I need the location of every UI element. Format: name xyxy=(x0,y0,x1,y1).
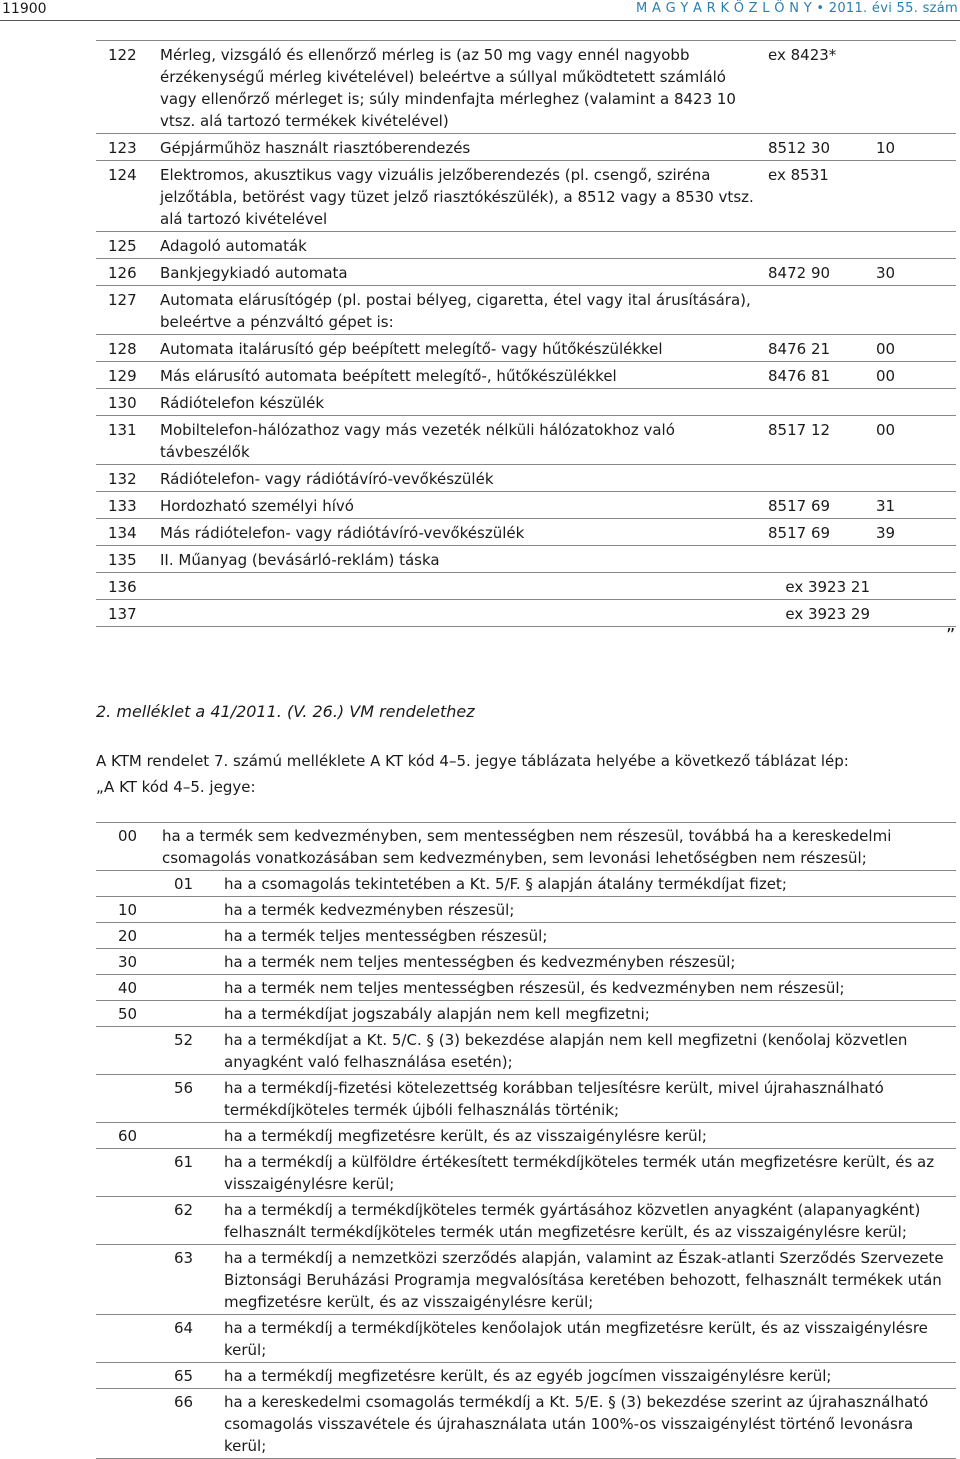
row-kt-code xyxy=(876,286,956,335)
kt-code-description: ha a csomagolás tekintetében a Kt. 5/F. § alapján átalány termékdíjat fizet; xyxy=(224,875,787,893)
row-number: 124 xyxy=(108,166,137,184)
kt-code-table xyxy=(96,822,956,1459)
kt-subcode: 52 xyxy=(174,1031,194,1049)
kt-code: 00 xyxy=(118,827,138,845)
intro-line-1: A KTM rendelet 7. számú melléklete A KT kód 4–5. jegye táblázata helyébe a következő táblázat lép: xyxy=(96,752,849,770)
table-row xyxy=(96,573,956,600)
kt-code-description: ha a kereskedelmi csomagolás termékdíj a Kt. 5/E. § (3) bekezdése szerint az újrahasználható csomagolás visszavétele és újrahasználata után 100%-os visszaigénylést történő levonásra kerül; xyxy=(224,1393,929,1455)
row-kt-code xyxy=(876,161,956,232)
table-row xyxy=(96,362,956,389)
row-description: Hordozható személyi hívó xyxy=(160,497,354,515)
kt-code: 10 xyxy=(118,901,138,919)
table-row xyxy=(96,286,956,335)
table-row xyxy=(96,600,956,627)
table-row xyxy=(96,1149,956,1197)
row-description: Rádiótelefon készülék xyxy=(160,394,325,412)
kt-code-description: ha a termékdíj a termékdíjköteles kenőolajok után megfizetésre került, és az visszaigénylésre kerül; xyxy=(224,1319,928,1359)
row-description xyxy=(152,573,764,600)
kt-subcode: 01 xyxy=(174,875,194,893)
annex-title: 2. melléklet a 41/2011. (V. 26.) VM rendelethez xyxy=(96,702,475,721)
kt-code: 60 xyxy=(118,1127,138,1145)
row-number: 135 xyxy=(108,551,137,569)
kt-code xyxy=(96,1149,156,1197)
row-kt-code xyxy=(876,546,956,573)
row-vtsz-code xyxy=(764,232,876,259)
kt-code xyxy=(96,1363,156,1389)
table-row xyxy=(96,923,956,949)
table-row xyxy=(96,1363,956,1389)
kt-code: 50 xyxy=(118,1005,138,1023)
table-row xyxy=(96,1075,956,1123)
table-row xyxy=(96,1315,956,1363)
row-number: 128 xyxy=(108,340,137,358)
kt-code: 40 xyxy=(118,979,138,997)
table-row xyxy=(96,1245,956,1315)
kt-code-description: ha a termékdíj a nemzetközi szerződés alapján, valamint az Észak-atlanti Szerződés Szervezete Biztonsági Beruházási Programja megvalósítása keretében behozott, felhasznált termékek után megfizetésre került, és az visszaigénylésre kerül; xyxy=(224,1249,944,1311)
row-kt-code: 00 xyxy=(876,340,896,358)
row-description: Mobiltelefon-hálózathoz vagy más vezeték nélküli hálózatokhoz való távbeszélők xyxy=(160,421,675,461)
intro-line-2: „A KT kód 4–5. jegye: xyxy=(96,778,256,796)
row-vtsz-code xyxy=(764,389,876,416)
row-number: 129 xyxy=(108,367,137,385)
table-row xyxy=(96,1197,956,1245)
table-row xyxy=(96,161,956,232)
row-number: 133 xyxy=(108,497,137,515)
kt-subcode xyxy=(156,923,220,949)
header-rule xyxy=(0,20,960,21)
kt-code-description: ha a termékdíj a termékdíjköteles termék gyártásához közvetlen anyagként (alapanyagként) felhasznált termékdíjköteles termék után megfizetésre került, és az visszaigénylésre kerül; xyxy=(224,1201,921,1241)
row-number: 136 xyxy=(108,578,137,596)
kt-code xyxy=(96,1389,156,1459)
row-kt-code xyxy=(876,600,956,627)
row-vtsz-code: 8512 30 xyxy=(768,139,831,157)
kt-subcode xyxy=(156,975,220,1001)
kt-subcode xyxy=(156,1001,220,1027)
kt-code-description: ha a termék kedvezményben részesül; xyxy=(224,901,515,919)
row-vtsz-code: 8476 21 xyxy=(768,340,831,358)
kt-subcode xyxy=(156,1123,220,1149)
row-number: 126 xyxy=(108,264,137,282)
kt-code-description: ha a termékdíj megfizetésre került, és az visszaigénylésre kerül; xyxy=(224,1127,707,1145)
row-kt-code: 30 xyxy=(876,264,896,282)
row-kt-code: 10 xyxy=(876,139,896,157)
kt-subcode: 63 xyxy=(174,1249,194,1267)
row-description: Más rádiótelefon- vagy rádiótávíró-vevőkészülék xyxy=(160,524,525,542)
kt-code xyxy=(96,1075,156,1123)
table-row xyxy=(96,949,956,975)
row-vtsz-code: 8476 81 xyxy=(768,367,831,385)
kt-code-description: ha a termékdíj megfizetésre került, és az egyéb jogcímen visszaigénylésre kerül; xyxy=(224,1367,832,1385)
kt-code-description: ha a termékdíjat jogszabály alapján nem kell megfizetni; xyxy=(224,1005,650,1023)
closing-quote: ” xyxy=(946,625,956,646)
row-kt-code: 39 xyxy=(876,524,896,542)
row-description: Rádiótelefon- vagy rádiótávíró-vevőkészülék xyxy=(160,470,494,488)
row-description: Gépjárműhöz használt riasztóberendezés xyxy=(160,139,471,157)
kt-code xyxy=(96,1245,156,1315)
row-kt-code xyxy=(876,232,956,259)
kt-code-description: ha a termékdíj-fizetési kötelezettség korábban teljesítésre került, mivel újrahasználható termékdíjköteles termék újbóli felhasználás történik; xyxy=(224,1079,884,1119)
row-number: 125 xyxy=(108,237,137,255)
kt-code-description: ha a termék nem teljes mentességben részesül, és kedvezményben nem részesül; xyxy=(224,979,845,997)
row-kt-code: 31 xyxy=(876,497,896,515)
kt-subcode xyxy=(156,949,220,975)
kt-code xyxy=(96,871,156,897)
row-description: Más elárusító automata beépített melegítő-, hűtőkészülékkel xyxy=(160,367,617,385)
row-description: II. Műanyag (bevásárló-reklám) táska xyxy=(160,551,440,569)
row-description: Automata elárusítógép (pl. postai bélyeg, cigaretta, étel vagy ital árusítására), beleértve a pénzváltó gépet is: xyxy=(160,291,751,331)
table-row xyxy=(96,41,956,134)
table-row xyxy=(96,519,956,546)
table-row xyxy=(96,1001,956,1027)
kt-code xyxy=(96,1315,156,1363)
table-row xyxy=(96,1123,956,1149)
kt-subcode: 56 xyxy=(174,1079,194,1097)
row-description: Automata italárusító gép beépített melegítő- vagy hűtőkészülékkel xyxy=(160,340,663,358)
kt-code-description: ha a termékdíjat a Kt. 5/C. § (3) bekezdése alapján nem kell megfizetni (kenőolaj közvetlen anyagként való felhasználása esetén); xyxy=(224,1031,908,1071)
kt-subcode: 61 xyxy=(174,1153,194,1171)
row-vtsz-code: ex 8423* xyxy=(768,46,837,64)
table-row xyxy=(96,134,956,161)
kt-subcode: 66 xyxy=(174,1393,194,1411)
row-vtsz-code xyxy=(764,286,876,335)
table-row xyxy=(96,232,956,259)
kt-code-description: ha a termék sem kedvezményben, sem mentességben nem részesül, továbbá ha a kereskedelmi csomagolás vonatkozásában sem kedvezményben, sem levonási lehetőségben nem részesül; xyxy=(162,827,892,867)
kt-code xyxy=(96,1027,156,1075)
row-number: 132 xyxy=(108,470,137,488)
row-number: 122 xyxy=(108,46,137,64)
row-number: 134 xyxy=(108,524,137,542)
row-kt-code: 00 xyxy=(876,367,896,385)
table-row xyxy=(96,546,956,573)
kt-code xyxy=(96,1197,156,1245)
page-number: 11900 xyxy=(2,1,47,17)
kt-subcode: 64 xyxy=(174,1319,194,1337)
row-description: Elektromos, akusztikus vagy vizuális jelzőberendezés (pl. csengő, sziréna jelzőtábla, betörést vagy tüzet jelző riasztókészülék), a 8512 vagy a 8530 vtsz. alá tartozó kivételével xyxy=(160,166,754,228)
row-description: Adagoló automaták xyxy=(160,237,307,255)
kt-code-description: ha a termék teljes mentességben részesül; xyxy=(224,927,548,945)
row-kt-code xyxy=(876,573,956,600)
kt-code-description: ha a termék nem teljes mentességben és kedvezményben részesül; xyxy=(224,953,736,971)
row-vtsz-code: ex 3923 29 xyxy=(785,605,870,623)
table-row xyxy=(96,871,956,897)
table-row xyxy=(96,335,956,362)
row-description: Bankjegykiadó automata xyxy=(160,264,348,282)
row-vtsz-code: 8517 69 xyxy=(768,497,831,515)
row-vtsz-code xyxy=(764,546,876,573)
table-row xyxy=(96,1027,956,1075)
row-kt-code xyxy=(876,41,956,134)
table-row xyxy=(96,259,956,286)
row-number: 131 xyxy=(108,421,137,439)
row-vtsz-code: ex 3923 21 xyxy=(785,578,870,596)
kt-code-description: ha a termékdíj a külföldre értékesített termékdíjköteles termék után megfizetésre került, és az visszaigénylésre kerül; xyxy=(224,1153,935,1193)
kt-subcode: 65 xyxy=(174,1367,194,1385)
row-description: Mérleg, vizsgáló és ellenőrző mérleg is (az 50 mg vagy ennél nagyobb érzékenységű mérleg kivételével) beleértve a súllyal működtetett számláló vagy ellenőrző mérleget is; súly mindenfajta mérleghez (valamint a 8423 10 vtsz. alá tartozó termékek kivételével) xyxy=(160,46,736,130)
row-kt-code xyxy=(876,465,956,492)
row-vtsz-code: 8517 69 xyxy=(768,524,831,542)
table-row xyxy=(96,975,956,1001)
kt-code: 20 xyxy=(118,927,138,945)
row-description xyxy=(152,600,764,627)
table-row xyxy=(96,492,956,519)
table-row xyxy=(96,389,956,416)
row-number: 123 xyxy=(108,139,137,157)
page-header xyxy=(0,0,960,20)
table-row xyxy=(96,897,956,923)
journal-title: M A G Y A R K Ö Z L Ö N Y • 2011. évi 55. szám xyxy=(636,1,958,16)
table-row xyxy=(96,1389,956,1459)
table-row xyxy=(96,823,956,871)
row-number: 130 xyxy=(108,394,137,412)
row-vtsz-code: 8472 90 xyxy=(768,264,831,282)
row-number: 137 xyxy=(108,605,137,623)
row-vtsz-code: ex 8531 xyxy=(768,166,829,184)
kt-subcode xyxy=(156,897,220,923)
row-vtsz-code xyxy=(764,465,876,492)
product-table xyxy=(96,40,956,627)
row-kt-code xyxy=(876,389,956,416)
table-row xyxy=(96,465,956,492)
table-row xyxy=(96,416,956,465)
row-kt-code: 00 xyxy=(876,421,896,439)
kt-subcode: 62 xyxy=(174,1201,194,1219)
row-number: 127 xyxy=(108,291,137,309)
kt-code: 30 xyxy=(118,953,138,971)
row-vtsz-code: 8517 12 xyxy=(768,421,831,439)
